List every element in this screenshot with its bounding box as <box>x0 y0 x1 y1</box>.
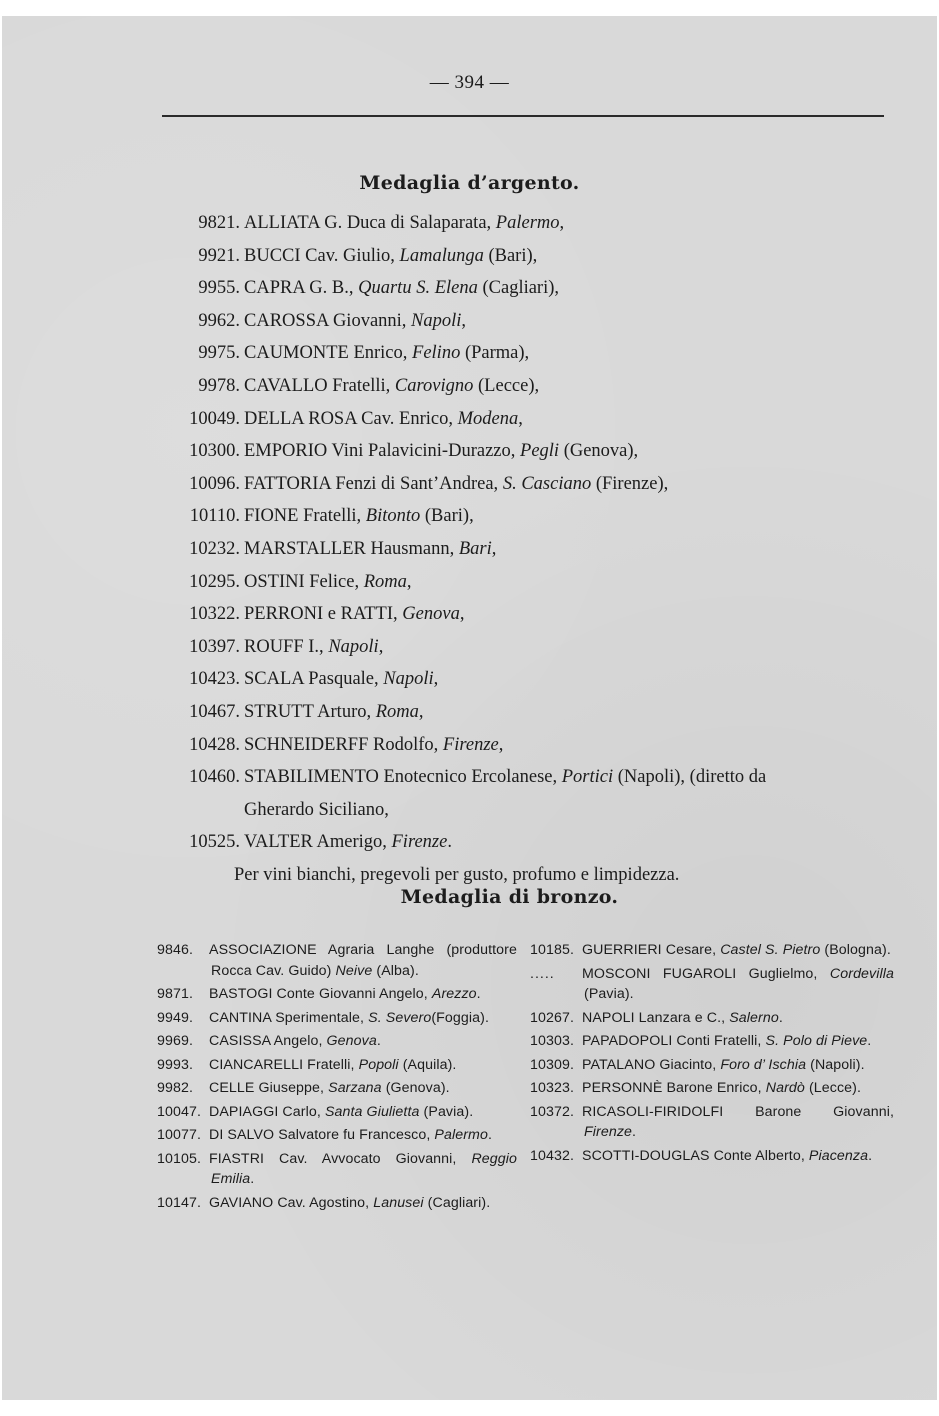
entry-number: 10077. <box>157 1127 201 1143</box>
entry-place: Firenze <box>391 832 448 853</box>
entry-number: 10423. <box>189 669 240 690</box>
entry-name: VALTER Amerigo, <box>244 832 387 853</box>
bronze-medal-list-left <box>157 940 517 1216</box>
list-entry <box>530 1031 894 1052</box>
entry-name: GAVIANO Cav. Agostino, <box>209 1194 370 1211</box>
entry-tail: (Pavia). <box>419 1103 474 1120</box>
entry-place: Felino <box>412 343 461 364</box>
entry-number: 10300. <box>189 441 240 462</box>
list-entry <box>530 1146 894 1167</box>
entry-place: Lamalunga <box>399 245 484 266</box>
entry-tail: , <box>418 701 424 722</box>
list-entry <box>162 696 892 729</box>
list-entry <box>162 240 892 273</box>
entry-name: CELLE Giuseppe, <box>209 1080 325 1096</box>
entry-number: 10047. <box>157 1103 201 1120</box>
entry-tail: , <box>378 636 384 657</box>
entry-name: MARSTALLER Hausmann, <box>244 538 455 559</box>
entry-tail: . <box>867 1033 872 1049</box>
entry-tail: . <box>487 1127 492 1143</box>
entry-name: PAPADOPOLI Conti Fratelli, <box>582 1033 762 1049</box>
entry-place: Napoli <box>328 636 379 657</box>
list-entry <box>530 1078 894 1099</box>
entry-tail: , <box>406 571 412 592</box>
list-entry <box>162 207 892 240</box>
list-entry <box>530 1008 894 1029</box>
entry-number: 9846. <box>157 942 194 958</box>
entry-name: BUCCI Cav. Giulio, <box>244 245 395 266</box>
entry-tail: , <box>461 310 467 331</box>
entry-name: ALLIATA G. Duca di Salaparata, <box>244 213 492 233</box>
entry-tail: (Lecce). <box>804 1080 862 1096</box>
list-entry <box>157 1055 517 1076</box>
entry-place: Pegli <box>520 441 560 462</box>
header-rule <box>162 115 884 117</box>
entry-tail: , <box>559 213 565 233</box>
entry-tail: (Parma), <box>460 343 530 364</box>
list-entry <box>530 1102 894 1143</box>
entry-name: BASTOGI Conte Giovanni Angelo, <box>209 986 428 1002</box>
entry-name: GUERRIERI Cesare, <box>582 942 717 958</box>
entry-name: FATTORIA Fenzi di Sant’Andrea, <box>244 473 499 494</box>
entry-tail: (Firenze), <box>591 473 669 494</box>
entry-place: Salerno <box>729 1009 779 1026</box>
entry-place: Popoli <box>358 1056 399 1073</box>
entry-number: 10267. <box>530 1009 574 1026</box>
entry-place: Palermo <box>495 213 560 233</box>
entry-number: ..... <box>530 965 555 982</box>
entry-number: 9871. <box>157 986 194 1002</box>
entry-place: Neive <box>335 962 373 979</box>
entry-name: DAPIAGGI Carlo, <box>209 1103 321 1120</box>
entry-tail: (Bologna). <box>820 942 891 958</box>
entry-tail: . <box>447 832 452 853</box>
list-entry <box>162 272 892 305</box>
entry-number: 9955. <box>198 278 240 299</box>
list-entry <box>162 435 892 468</box>
list-entry <box>157 1008 517 1029</box>
list-entry <box>162 403 892 436</box>
entry-number: 10049. <box>189 408 240 429</box>
entry-tail: . <box>250 1171 255 1187</box>
entry-name: CIANCARELLI Fratelli, <box>209 1056 355 1073</box>
entry-place: Castel S. Pietro <box>720 942 821 958</box>
list-entry <box>162 370 892 403</box>
entry-name: PATALANO Giacinto, <box>582 1056 717 1073</box>
list-entry <box>162 337 892 370</box>
list-entry <box>162 500 892 533</box>
entry-place: Roma <box>363 571 407 592</box>
list-entry <box>162 729 892 762</box>
entry-place: Santa Giulietta <box>324 1103 420 1120</box>
entry-tail: . <box>476 986 481 1002</box>
entry-place: Cordevilla <box>829 965 894 982</box>
entry-place: Napoli <box>383 669 434 690</box>
entry-tail: . <box>778 1009 783 1026</box>
list-entry <box>157 940 517 981</box>
entry-name: DI SALVO Salvatore fu Francesco, <box>209 1127 431 1143</box>
entry-number: 10460. <box>189 767 240 788</box>
scanned-page <box>2 16 937 1400</box>
entry-number: 10309. <box>530 1056 574 1073</box>
list-entry <box>162 305 892 338</box>
entry-number: 10323. <box>530 1080 574 1096</box>
entry-name: SCALA Pasquale, <box>244 669 379 690</box>
entry-number: 10096. <box>189 473 240 494</box>
list-entry <box>530 964 894 1005</box>
entry-number: 10147. <box>157 1194 201 1211</box>
entry-name: CAUMONTE Enrico, <box>244 343 408 364</box>
entry-number: 10322. <box>189 604 240 625</box>
entry-tail: . <box>868 1147 873 1164</box>
entry-place: Modena <box>457 408 519 429</box>
entry-name: OSTINI Felice, <box>244 571 360 592</box>
entry-place: S. Casciano <box>502 473 592 494</box>
entry-name: FIASTRI Cav. Avvocato Giovanni, <box>209 1150 457 1167</box>
entry-tail: (Genova), <box>559 441 639 462</box>
entry-number: 10432. <box>530 1147 574 1164</box>
entry-place: Bitonto <box>365 506 421 527</box>
entry-tail: (Cagliari), <box>477 278 560 299</box>
entry-place: Firenze <box>442 734 499 755</box>
entry-tail: (Alba). <box>372 962 419 979</box>
entry-tail: (Genova). <box>381 1080 450 1096</box>
entry-number: 9982. <box>157 1080 194 1096</box>
entry-number: 10397. <box>189 636 240 657</box>
entry-tail: , <box>491 538 497 559</box>
entry-number: 9921. <box>198 245 240 266</box>
entry-place: S. Polo di Pieve <box>765 1033 868 1049</box>
entry-tail: (Napoli). <box>806 1056 865 1073</box>
list-entry <box>162 826 892 859</box>
list-entry <box>162 631 892 664</box>
entry-place: Genova <box>326 1033 377 1049</box>
entry-number: 9949. <box>157 1009 194 1026</box>
entry-tail: , <box>518 408 523 429</box>
bronze-medal-heading: Medaglia di bronzo. <box>400 886 619 908</box>
entry-number: 10467. <box>189 701 240 722</box>
list-entry <box>157 1149 517 1190</box>
entry-name: RICASOLI-FIRIDOLFI Barone Giovanni, <box>582 1103 894 1120</box>
entry-place: Arezzo <box>431 986 477 1002</box>
entry-place: Carovigno <box>394 375 474 396</box>
entry-tail: , <box>433 669 439 690</box>
entry-number: 9993. <box>157 1056 194 1073</box>
list-entry <box>162 468 892 501</box>
list-entry <box>162 566 892 599</box>
entry-place: Bari <box>458 538 492 559</box>
list-entry <box>162 533 892 566</box>
entry-place: Palermo <box>434 1127 488 1143</box>
list-entry <box>157 1078 517 1099</box>
entry-name: SCOTTI-DOUGLAS Conte Alberto, <box>582 1147 805 1164</box>
entry-tail: , <box>459 604 465 625</box>
entry-name: DELLA ROSA Cav. Enrico, <box>244 408 453 429</box>
entry-number: 10110. <box>189 506 240 527</box>
entry-place: Sarzana <box>328 1080 382 1096</box>
entry-place: Nardò <box>765 1080 805 1096</box>
entry-place: Lanusei <box>373 1194 424 1211</box>
list-entry <box>530 1055 894 1076</box>
list-entry <box>157 1193 517 1214</box>
entry-tail: (Lecce), <box>473 375 540 396</box>
entry-name: MOSCONI FUGAROLI Guglielmo, <box>582 965 818 982</box>
entry-name: PERRONI e RATTI, <box>244 604 398 625</box>
entry-name: CASISSA Angelo, <box>209 1033 323 1049</box>
list-entry <box>530 940 894 961</box>
entry-tail: (Pavia). <box>584 986 634 1002</box>
list-entry <box>157 984 517 1005</box>
entry-number: 10428. <box>189 734 240 755</box>
list-entry <box>157 1125 517 1146</box>
entry-tail: (Bari), <box>420 506 474 527</box>
entry-number: 10525. <box>189 832 240 853</box>
entry-name: EMPORIO Vini Palavicini-Durazzo, <box>244 441 516 462</box>
entry-tail: , <box>498 734 504 755</box>
entry-number: 9969. <box>157 1033 194 1049</box>
silver-note: Per vini bianchi, pregevoli per gusto, profumo e limpidezza. <box>234 864 680 885</box>
entry-number: 10295. <box>189 571 240 592</box>
entry-tail: (Foggia). <box>431 1009 489 1026</box>
entry-name: ROUFF I., <box>244 636 324 657</box>
entry-tail: (Aquila). <box>398 1056 457 1073</box>
entry-name: FIONE Fratelli, <box>244 506 362 527</box>
entry-place: S. Severo <box>368 1009 432 1026</box>
silver-medal-list <box>162 207 892 891</box>
entry-place: Piacenza <box>808 1147 869 1164</box>
entry-number: 10303. <box>530 1033 574 1049</box>
entry-tail: (Cagliari). <box>423 1194 491 1211</box>
list-entry <box>162 761 892 794</box>
entry-name: CANTINA Sperimentale, <box>209 1009 365 1026</box>
entry-place: Portici <box>561 767 614 788</box>
bronze-medal-list-right <box>530 940 894 1169</box>
list-entry <box>162 663 892 696</box>
entry-place: Napoli <box>411 310 462 331</box>
entry-tail: . <box>632 1124 637 1140</box>
entry-tail: . <box>376 1033 381 1049</box>
silver-medal-heading: Medaglia d’argento. <box>359 172 580 194</box>
list-entry <box>162 794 892 827</box>
entry-place: Firenze <box>584 1124 633 1140</box>
entry-place: Genova <box>402 604 460 625</box>
entry-number: 9975. <box>198 343 240 364</box>
entry-name: CAROSSA Giovanni, <box>244 310 407 331</box>
entry-number: 10185. <box>530 942 574 958</box>
list-entry <box>162 598 892 631</box>
entry-number: 10232. <box>189 538 240 559</box>
entry-number: 9821. <box>198 213 240 233</box>
entry-place: Quartu S. Elena <box>358 278 478 299</box>
entry-number: 10372. <box>530 1103 574 1120</box>
list-entry <box>157 1102 517 1123</box>
page-number: — 394 — <box>429 72 510 93</box>
entry-place: Foro d’ Ischia <box>720 1056 807 1073</box>
entry-name: CAPRA G. B., <box>244 278 354 299</box>
list-entry <box>157 1031 517 1052</box>
entry-name: ASSOCIAZIONE Agraria Langhe (produttore Rocca Cav. Guido) <box>209 942 517 979</box>
entry-tail: (Bari), <box>483 245 538 266</box>
entry-place: Reggio Emilia <box>211 1150 517 1187</box>
entry-name: Gherardo Siciliano, <box>244 799 389 820</box>
entry-name: NAPOLI Lanzara e C., <box>582 1009 726 1026</box>
entry-name: CAVALLO Fratelli, <box>244 375 391 396</box>
entry-number: 9962. <box>198 310 240 331</box>
entry-name: PERSONNÈ Barone Enrico, <box>582 1080 762 1096</box>
entry-place: Roma <box>375 701 419 722</box>
entry-number: 9978. <box>198 375 240 396</box>
entry-number: 10105. <box>157 1150 201 1167</box>
entry-name: STABILIMENTO Enotecnico Ercolanese, <box>244 767 558 788</box>
entry-name: STRUTT Arturo, <box>244 701 372 722</box>
entry-name: SCHNEIDERFF Rodolfo, <box>244 734 439 755</box>
entry-tail: (Napoli), (diretto da <box>613 767 767 788</box>
